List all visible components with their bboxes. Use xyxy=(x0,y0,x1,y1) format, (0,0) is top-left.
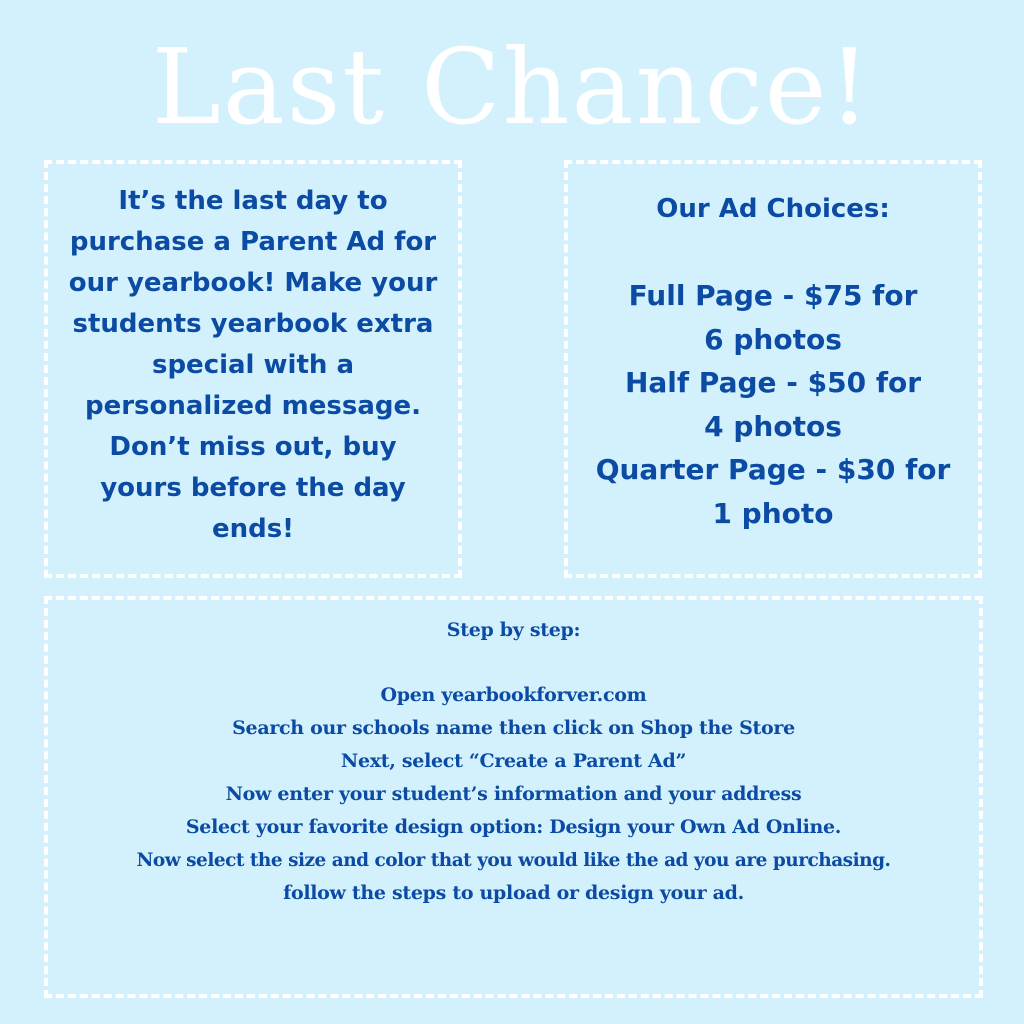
intro-line: special with a xyxy=(151,349,354,380)
page-title: Last Chance! xyxy=(151,26,873,148)
ad-choice-half-page: Half Page - $50 for xyxy=(624,366,922,399)
ad-choices-heading: Our Ad Choices: xyxy=(656,194,890,224)
step-item: Select your favorite design option: Design your Own Ad Online. xyxy=(185,816,842,838)
ad-choices-box xyxy=(564,160,982,578)
intro-line: students yearbook extra xyxy=(72,308,434,339)
intro-line: It’s the last day to xyxy=(118,185,388,216)
step-item: follow the steps to upload or design your ad. xyxy=(283,882,744,904)
ad-choice-full-page-photos: 6 photos xyxy=(704,322,842,356)
intro-line: our yearbook! Make your xyxy=(68,267,438,298)
intro-line: purchase a Parent Ad for xyxy=(69,226,437,257)
intro-box xyxy=(44,160,462,578)
step-item: Search our schools name then click on Shop the Store xyxy=(232,717,795,739)
step-item: Now select the size and color that you would like the ad you are purchasing. xyxy=(136,850,891,871)
intro-line: ends! xyxy=(211,513,295,544)
step-item: Next, select “Create a Parent Ad” xyxy=(340,750,687,772)
step-item: Now enter your student’s information and your address xyxy=(225,783,802,805)
steps-heading: Step by step: xyxy=(446,619,581,641)
intro-line: personalized message. xyxy=(84,390,422,421)
intro-line: Don’t miss out, buy xyxy=(109,431,397,462)
steps-box xyxy=(44,596,983,998)
ad-choice-full-page: Full Page - $75 for xyxy=(628,279,918,312)
intro-message xyxy=(69,181,438,550)
step-item: Open yearbookforver.com xyxy=(380,684,647,706)
ad-choice-quarter-page-photos: 1 photo xyxy=(712,496,834,530)
intro-line: yours before the day xyxy=(100,472,406,503)
ad-choice-quarter-page: Quarter Page - $30 for xyxy=(595,453,951,486)
ad-choice-half-page-photos: 4 photos xyxy=(704,409,842,443)
